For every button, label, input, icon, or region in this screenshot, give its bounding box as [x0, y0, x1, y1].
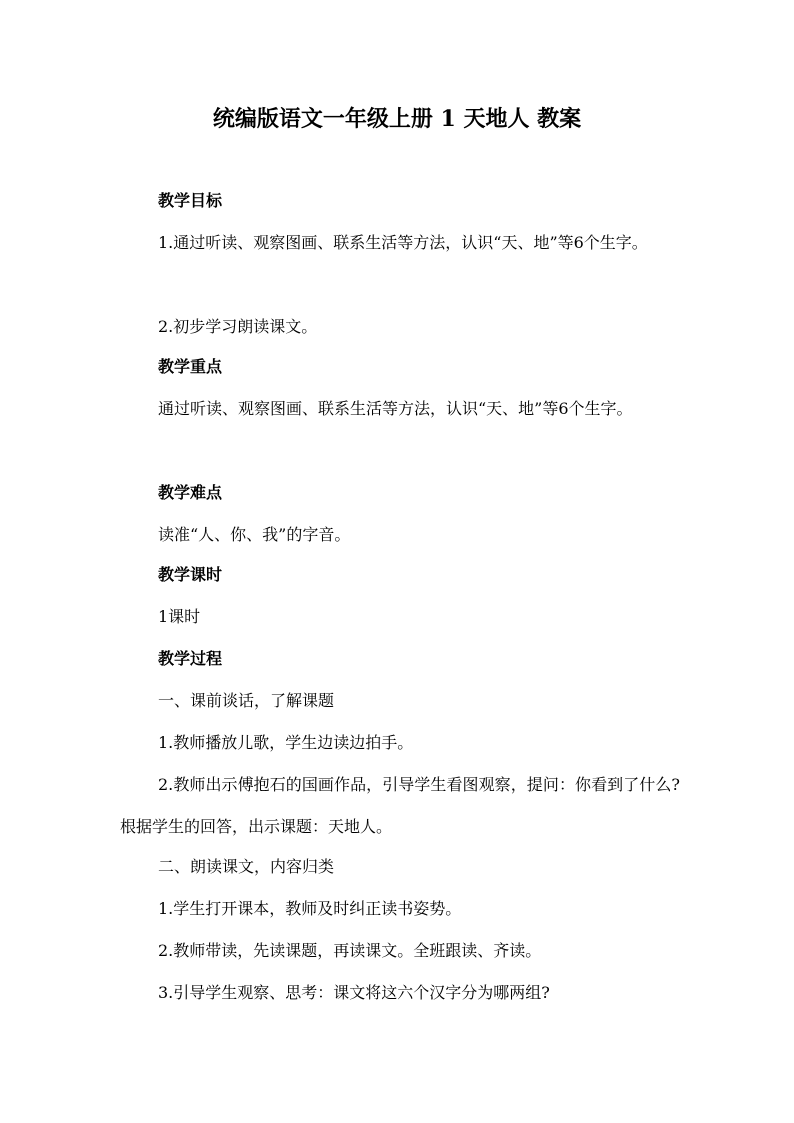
step-2-3: 3.引导学生观察、思考：课文将这六个汉字分为哪两组? — [158, 983, 550, 1002]
periods-text: 1课时 — [158, 607, 201, 626]
part-1-heading: 一、课前谈话，了解课题 — [158, 691, 335, 710]
step-2-1: 1.学生打开课本，教师及时纠正读书姿势。 — [158, 899, 462, 918]
process-heading: 教学过程 — [158, 649, 223, 668]
document-title: 统编版语文一年级上册 1 天地人 教案 — [212, 106, 582, 132]
step-1-1: 1.教师播放儿歌，学生边读边拍手。 — [158, 733, 414, 752]
periods-heading: 教学课时 — [158, 565, 223, 584]
key-points-heading: 教学重点 — [158, 357, 223, 376]
objectives-heading: 教学目标 — [158, 191, 223, 210]
difficulties-heading: 教学难点 — [158, 483, 223, 502]
objective-2: 2.初步学习朗读课文。 — [158, 317, 318, 336]
objective-1: 1.通过听读、观察图画、联系生活等方法，认识“天、地”等6个生字。 — [158, 233, 648, 252]
step-1-2: 2.教师出示傅抱石的国画作品，引导学生看图观察，提问：你看到了什么?根据学生的回答，出示课题：天地人。 — [120, 775, 680, 836]
step-2-2: 2.教师带读，先读课题，再读课文。全班跟读、齐读。 — [158, 941, 542, 960]
key-points-text: 通过听读、观察图画、联系生活等方法，认识“天、地”等6个生字。 — [158, 399, 633, 418]
difficulties-text: 读准“人、你、我”的字音。 — [158, 525, 351, 544]
part-2-heading: 二、朗读课文，内容归类 — [158, 857, 335, 876]
